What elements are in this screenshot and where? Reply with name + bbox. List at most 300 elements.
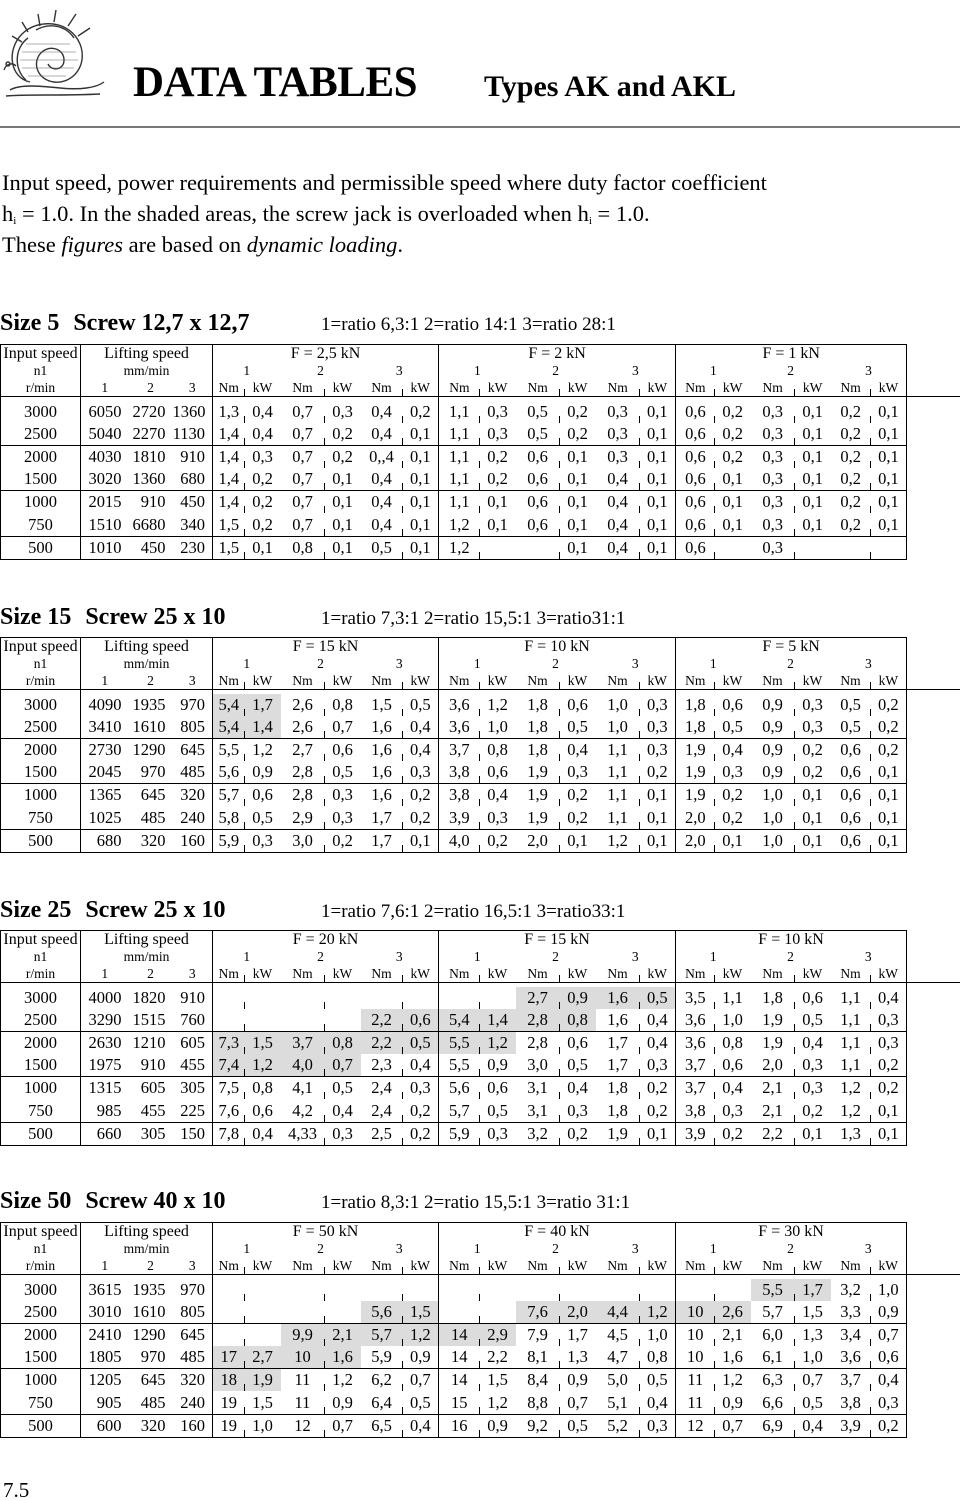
power-value: 1,6 (715, 1346, 751, 1369)
torque-value: 1,5 (213, 513, 245, 536)
power-value: 0,1 (871, 784, 907, 807)
rmin-label: r/min (1, 379, 81, 397)
torque-value: 0,9 (751, 739, 795, 762)
power-value: 0,9 (871, 1301, 907, 1324)
power-value: 0,1 (871, 806, 907, 829)
kw-unit-label: kW (332, 966, 353, 981)
torque-value: 0,6 (831, 739, 871, 762)
power-value: 0,8 (332, 694, 353, 714)
power-value (325, 1009, 361, 1032)
power-value: 0,9 (325, 1391, 361, 1414)
torque-value: 1,1 (831, 1054, 871, 1077)
torque-value: 0,6 (516, 513, 560, 536)
input-speed-header: Input speed (1, 638, 81, 657)
torque-value: 2,8 (281, 761, 325, 784)
power-value: 0,1 (795, 513, 831, 536)
lifting-speed-value: 150 (173, 1122, 213, 1145)
torque-value: 0,2 (831, 513, 871, 536)
ratio-legend: 1=ratio 8,3:1 2=ratio 15,5:1 3=ratio 31:1 (321, 1192, 631, 1213)
power-value: 0,1 (325, 513, 361, 536)
torque-value: 0,6 (676, 401, 715, 424)
lifting-speed-value: 240 (173, 806, 213, 829)
lifting-speed-value: 1975 (81, 1054, 129, 1077)
torque-value: 11 (676, 1391, 715, 1414)
power-value: 0,3 (325, 806, 361, 829)
power-value: 0,5 (560, 1414, 596, 1437)
power-value: 0,6 (567, 1033, 588, 1053)
page-number: 7.5 (3, 1478, 30, 1501)
torque-value: 1,3 (213, 401, 245, 424)
power-value: 1,5 (245, 1032, 281, 1055)
force-header: F = 2 kN (439, 345, 676, 364)
power-value: 1,3 (560, 1346, 596, 1369)
lifting-speed-header: Lifting speed (81, 345, 213, 364)
torque-value: 1,8 (676, 716, 715, 739)
torque-value: 17 (213, 1346, 245, 1369)
kw-unit-label: kW (252, 380, 273, 395)
table-row (1, 1324, 960, 1347)
power-value: 0,2 (560, 806, 596, 829)
torque-value: 0,,4 (361, 446, 403, 469)
ratio-column-label: 2 (552, 949, 559, 964)
torque-value: 0,3 (751, 513, 795, 536)
lifting-speed-value: 4000 (88, 987, 122, 1007)
torque-value: 1,1 (439, 423, 480, 446)
power-value: 0,1 (715, 468, 751, 491)
lifting-speed-value: 645 (173, 739, 213, 762)
lifting-speed-header: Lifting speed (81, 1223, 213, 1242)
table-row (1, 1077, 960, 1100)
torque-value: 1,4 (213, 446, 245, 469)
table-row (1, 716, 960, 739)
torque-value (439, 1279, 480, 1302)
torque-value: 1,8 (596, 1099, 640, 1122)
power-value: 0,4 (403, 1054, 439, 1077)
input-speed-value: 2000 (1, 1032, 81, 1055)
power-value: 0,1 (403, 829, 439, 852)
ratio-column-label: 3 (596, 1241, 676, 1257)
power-value (560, 1279, 596, 1302)
power-value: 0,5 (640, 1369, 676, 1392)
torque-value: 0,7 (281, 401, 325, 424)
power-value (245, 1324, 281, 1347)
torque-value: 5,6 (439, 1077, 480, 1100)
torque-value: 0,9 (751, 694, 795, 717)
torque-value: 0,3 (596, 401, 640, 424)
torque-value (213, 1324, 245, 1347)
kw-unit-label: kW (332, 380, 353, 395)
nm-unit-label: Nm (213, 672, 245, 690)
torque-value (831, 536, 871, 559)
torque-value: 3,0 (516, 1054, 560, 1077)
power-value: 2,6 (715, 1301, 751, 1324)
torque-value: 5,7 (439, 1099, 480, 1122)
table-row (1, 784, 960, 807)
ratio-column-label: 2 (147, 1258, 154, 1273)
torque-value: 12 (676, 1414, 715, 1437)
torque-value: 12 (281, 1414, 325, 1437)
ratio-column-label: 2 (147, 966, 154, 981)
torque-value: 7,6 (213, 1099, 245, 1122)
ratio-column-label: 3 (831, 656, 907, 672)
torque-value (213, 1301, 245, 1324)
input-speed-value: 750 (1, 806, 81, 829)
lifting-speed-value: 1130 (173, 423, 213, 446)
power-value: 0,8 (560, 1009, 596, 1032)
power-value: 0,3 (640, 716, 676, 739)
torque-value: 0,7 (281, 446, 325, 469)
header-row (1, 965, 960, 983)
force-header: F = 10 kN (439, 638, 676, 657)
torque-value: 1,2 (831, 1099, 871, 1122)
unit-label: mm/min (81, 1241, 213, 1257)
torque-value: 0,3 (596, 446, 640, 469)
nm-unit-label: Nm (439, 965, 480, 983)
torque-value: 10 (281, 1346, 325, 1369)
power-value (325, 1279, 361, 1302)
power-value: 0,4 (245, 1122, 281, 1145)
power-value: 0,1 (567, 447, 588, 467)
kw-unit-label: kW (722, 1258, 743, 1273)
kw-unit-label: kW (403, 379, 439, 397)
power-value: 0,2 (871, 1414, 907, 1437)
torque-value: 0,4 (361, 401, 403, 424)
lifting-speed-value: 3020 (81, 468, 129, 491)
power-value: 0,4 (640, 1009, 676, 1032)
power-value: 0,6 (252, 785, 273, 805)
power-value: 0,1 (487, 492, 508, 512)
torque-value: 6,6 (751, 1391, 795, 1414)
torque-value: 3,8 (439, 761, 480, 784)
n1-label: n1 (1, 656, 81, 672)
input-speed-value: 500 (1, 829, 81, 852)
torque-value: 0,9 (751, 761, 795, 784)
torque-value: 3,7 (281, 1032, 325, 1055)
torque-value: 1,6 (596, 987, 640, 1010)
torque-value (439, 987, 480, 1010)
torque-value: 0,4 (361, 423, 403, 446)
power-value: 0,6 (871, 1346, 907, 1369)
nm-unit-label: Nm (596, 379, 640, 397)
power-value (245, 987, 281, 1010)
kw-unit-label: kW (567, 380, 588, 395)
ratio-column-label: 2 (552, 1241, 559, 1256)
input-speed-value: 500 (1, 1122, 81, 1145)
power-value: 0,1 (871, 1099, 907, 1122)
torque-value: 3,8 (831, 1391, 871, 1414)
power-value: 1,7 (795, 1279, 831, 1302)
power-value: 0,1 (403, 536, 439, 559)
lifting-speed-value: 230 (173, 536, 213, 559)
nm-unit-label: Nm (361, 965, 403, 983)
kw-unit-label: kW (640, 1257, 676, 1275)
torque-value: 0,3 (751, 536, 795, 559)
power-value: 0,1 (640, 491, 676, 514)
ratio-column-label: 1 (473, 949, 481, 964)
torque-value: 5,7 (751, 1301, 795, 1324)
power-value: 0,3 (871, 1391, 907, 1414)
input-speed-header: Input speed (1, 931, 81, 950)
power-value (403, 1279, 439, 1302)
torque-value: 3,7 (676, 1054, 715, 1077)
torque-value: 1,9 (516, 761, 560, 784)
lifting-speed-value: 1290 (132, 1325, 166, 1345)
power-value: 0,2 (871, 694, 907, 717)
power-value: 0,5 (640, 987, 676, 1010)
kw-unit-label: kW (487, 380, 508, 395)
power-value: 1,4 (245, 716, 281, 739)
power-value: 0,1 (640, 829, 676, 852)
power-value (480, 1279, 516, 1302)
torque-value: 2,8 (281, 784, 325, 807)
torque-value: 1,8 (516, 739, 560, 762)
power-value: 0,4 (640, 1391, 676, 1414)
kw-unit-label: kW (722, 380, 743, 395)
power-value: 0,4 (325, 1099, 361, 1122)
torque-value: 7,6 (516, 1301, 560, 1324)
kw-unit-label: kW (252, 966, 273, 981)
torque-value: 1,8 (596, 1077, 640, 1100)
lifting-speed-value: 1360 (173, 401, 213, 424)
power-value: 1,3 (802, 1325, 823, 1345)
nm-unit-label: Nm (831, 379, 871, 397)
input-speed-value: 2500 (1, 423, 81, 446)
lifting-speed-value: 680 (81, 829, 129, 852)
input-speed-value: 3000 (1, 987, 81, 1010)
power-value: 0,1 (480, 513, 516, 536)
power-value: 0,2 (560, 1122, 596, 1145)
power-value: 0,3 (403, 1077, 439, 1100)
power-value: 0,1 (802, 401, 823, 421)
torque-value: 2,3 (361, 1054, 403, 1077)
kw-unit-label: kW (640, 379, 676, 397)
lifting-speed-value: 985 (81, 1099, 129, 1122)
torque-value: 1,4 (213, 423, 245, 446)
ratio-column-label: 3 (173, 379, 213, 397)
power-value: 0,9 (560, 987, 596, 1010)
ratio-column-label: 1 (101, 966, 109, 981)
torque-value: 1,6 (361, 784, 403, 807)
ratio-legend: 1=ratio 7,3:1 2=ratio 15,5:1 3=ratio31:1 (321, 608, 626, 629)
lifting-speed-value: 1935 (132, 694, 166, 714)
input-speed-value: 2500 (1, 1009, 81, 1032)
torque-value: 2,0 (516, 829, 560, 852)
torque-value: 14 (439, 1324, 480, 1347)
power-value: 0,9 (403, 1346, 439, 1369)
power-value: 0,3 (640, 739, 676, 762)
table-row (1, 1391, 960, 1414)
torque-value: 1,4 (213, 491, 245, 514)
ratio-column-label: 3 (831, 949, 907, 965)
lifting-speed-value: 1820 (132, 987, 166, 1007)
power-value: 0,7 (871, 1324, 907, 1347)
torque-value: 1,5 (213, 536, 245, 559)
header-row (1, 949, 960, 965)
power-value: 0,5 (325, 761, 361, 784)
torque-value: 0,2 (831, 468, 871, 491)
torque-value (213, 1009, 245, 1032)
torque-value: 0,3 (751, 401, 795, 424)
separator-cell (907, 983, 945, 987)
ratio-column-label: 1 (709, 1241, 717, 1256)
power-value: 0,3 (560, 761, 596, 784)
torque-value: 0,4 (361, 468, 403, 491)
input-speed-value: 2000 (1, 739, 81, 762)
lifting-speed-value: 1210 (132, 1033, 166, 1053)
nm-unit-label: Nm (516, 379, 560, 397)
power-value: 0,3 (332, 401, 353, 421)
power-value: 0,1 (640, 1122, 676, 1145)
power-value: 0,2 (795, 761, 831, 784)
torque-value: 1,9 (676, 739, 715, 762)
kw-unit-label: kW (332, 673, 353, 688)
kw-unit-label: kW (802, 1258, 823, 1273)
power-value: 0,1 (403, 468, 439, 491)
power-value: 0,4 (487, 785, 508, 805)
power-value: 0,1 (640, 468, 676, 491)
torque-value (213, 987, 245, 1010)
lifting-speed-value: 1365 (88, 785, 122, 805)
force-header: F = 15 kN (213, 638, 439, 657)
power-value: 0,3 (245, 829, 281, 852)
torque-value: 5,5 (439, 1054, 480, 1077)
force-header: F = 50 kN (213, 1223, 439, 1242)
ratio-column-label: 1 (243, 949, 251, 964)
torque-value: 8,1 (516, 1346, 560, 1369)
power-value: 0,1 (403, 423, 439, 446)
torque-value: 1,9 (676, 761, 715, 784)
input-speed-value: 750 (1, 1391, 81, 1414)
power-value: 1,2 (480, 1032, 516, 1055)
torque-value: 0,6 (676, 491, 715, 514)
torque-value: 10 (676, 1324, 715, 1347)
section-heading: Size 50 Screw 40 x 10 1=ratio 8,3:1 2=ratio 15,5:1 3=ratio 31:1 (0, 1188, 631, 1214)
power-value: 0,1 (795, 423, 831, 446)
power-value: 1,0 (640, 1324, 676, 1347)
torque-value: 0,4 (596, 491, 640, 514)
power-value: 0,3 (487, 401, 508, 421)
torque-value: 3,5 (676, 987, 715, 1010)
kw-unit-label: kW (640, 965, 676, 983)
torque-value: 1,1 (439, 468, 480, 491)
torque-value: 4,0 (281, 1054, 325, 1077)
power-value: 0,3 (640, 1414, 676, 1437)
torque-value: 4,4 (596, 1301, 640, 1324)
power-value: 0,3 (640, 1054, 676, 1077)
power-value (403, 987, 439, 1010)
torque-value: 5,5 (439, 1032, 480, 1055)
kw-unit-label: kW (802, 966, 823, 981)
kw-unit-label: kW (403, 672, 439, 690)
torque-value: 0,3 (751, 423, 795, 446)
power-value: 1,2 (487, 694, 508, 714)
table-row (1, 761, 960, 784)
header-row (1, 656, 960, 672)
power-value: 0,3 (480, 423, 516, 446)
lifting-speed-value: 3290 (81, 1009, 129, 1032)
torque-value: 1,0 (751, 806, 795, 829)
power-value: 0,1 (567, 492, 588, 512)
torque-value: 5,5 (213, 739, 245, 762)
lifting-speed-value: 760 (173, 1009, 213, 1032)
nm-unit-label: Nm (516, 1257, 560, 1275)
nm-unit-label: Nm (831, 1257, 871, 1275)
lifting-speed-value: 2410 (88, 1325, 122, 1345)
kw-unit-label: kW (487, 673, 508, 688)
power-value: 0,1 (871, 446, 907, 469)
unit-label: mm/min (81, 656, 213, 672)
intro-line-1: Input speed, power requirements and permissible speed where duty factor coefficient (2, 170, 767, 195)
power-value: 0,1 (715, 829, 751, 852)
power-value: 0,1 (403, 513, 439, 536)
power-value: 1,7 (245, 694, 281, 717)
kw-unit-label: kW (567, 673, 588, 688)
torque-value (596, 1279, 640, 1302)
power-value: 0,4 (802, 1033, 823, 1053)
table-row (1, 987, 960, 1010)
torque-value: 3,7 (831, 1369, 871, 1392)
power-value: 0,1 (640, 423, 676, 446)
kw-unit-label: kW (722, 966, 743, 981)
lifting-speed-value: 225 (173, 1099, 213, 1122)
torque-value: 2,8 (516, 1009, 560, 1032)
power-value: 0,2 (871, 1054, 907, 1077)
input-speed-value: 1500 (1, 761, 81, 784)
torque-value: 1,2 (439, 513, 480, 536)
ratio-column-label: 3 (596, 656, 676, 672)
n1-label: n1 (1, 363, 81, 379)
power-value: 0,3 (325, 1122, 361, 1145)
torque-value: 14 (439, 1346, 480, 1369)
torque-value: 19 (213, 1414, 245, 1437)
lifting-speed-value: 485 (129, 1391, 173, 1414)
separator-cell (945, 397, 960, 401)
power-value: 0,6 (480, 761, 516, 784)
torque-value: 19 (213, 1391, 245, 1414)
power-value: 0,1 (802, 492, 823, 512)
ratio-column-label: 3 (361, 363, 439, 379)
torque-value (281, 1009, 325, 1032)
force-header: F = 2,5 kN (213, 345, 439, 364)
nm-unit-label: Nm (596, 1257, 640, 1275)
power-value: 0,3 (871, 1009, 907, 1032)
torque-value: 0,6 (516, 491, 560, 514)
torque-value (281, 1301, 325, 1324)
torque-value: 3,9 (439, 806, 480, 829)
torque-value: 1,1 (596, 784, 640, 807)
power-value: 1,2 (480, 1391, 516, 1414)
kw-unit-label: kW (640, 672, 676, 690)
power-value: 0,2 (715, 806, 751, 829)
torque-value: 2,0 (676, 806, 715, 829)
nm-unit-label: Nm (751, 379, 795, 397)
power-value: 0,1 (795, 468, 831, 491)
lifting-speed-value: 3010 (81, 1301, 129, 1324)
power-value: 0,4 (567, 740, 588, 760)
torque-value: 1,0 (751, 784, 795, 807)
torque-value: 0,2 (831, 401, 871, 424)
page-subtitle: Types AK and AKL (484, 70, 737, 103)
torque-value: 4,7 (596, 1346, 640, 1369)
input-speed-value: 1000 (1, 784, 81, 807)
torque-value: 0,3 (751, 468, 795, 491)
torque-value: 2,2 (361, 1009, 403, 1032)
power-value: 0,2 (245, 513, 281, 536)
intro-line-2: $h_i = 1.0$. In the shaded areas, the screw jack is overloaded when $h_i = 1.0$. (2, 201, 650, 227)
power-value (640, 1279, 676, 1302)
torque-value: 0,6 (831, 761, 871, 784)
torque-value: 0,6 (831, 784, 871, 807)
